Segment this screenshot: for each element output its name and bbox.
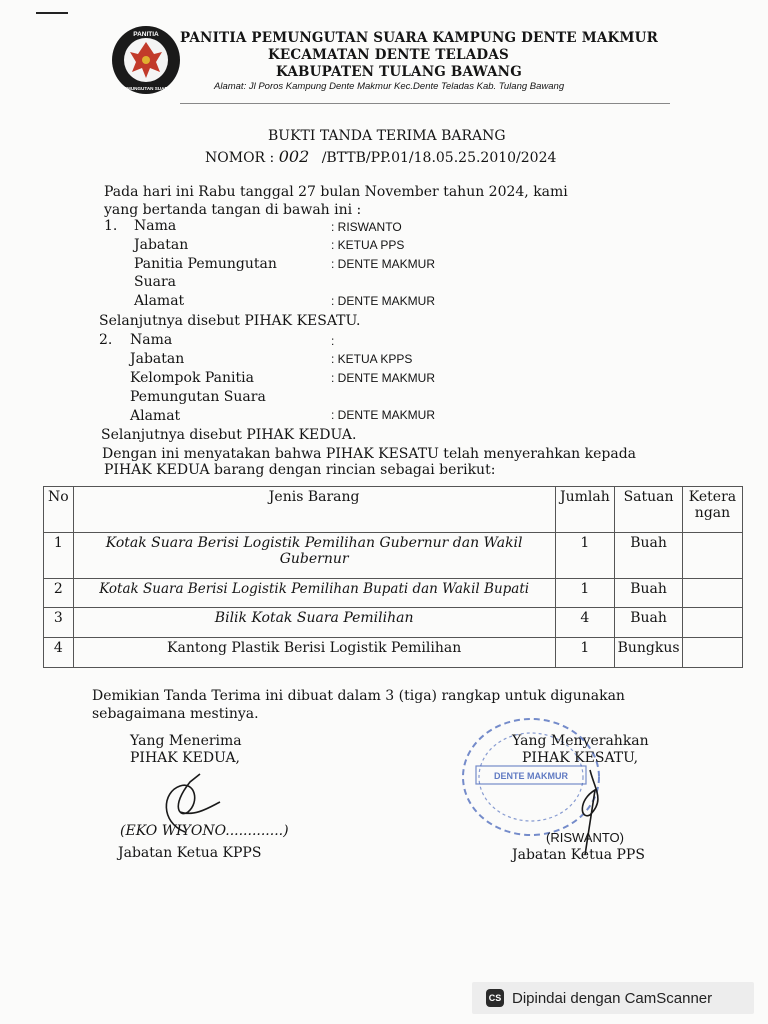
- row-jumlah: 1: [555, 533, 615, 579]
- letterhead-divider: [180, 103, 670, 104]
- party2-label-kelompok-2: Pemungutan Suara: [130, 389, 266, 405]
- svg-text:PEMUNGUTAN SUARA: PEMUNGUTAN SUARA: [120, 86, 172, 91]
- document-number: [205, 147, 556, 166]
- row-jumlah: 4: [555, 608, 615, 638]
- party2-kelompok: : DENTE MAKMUR: [331, 371, 436, 385]
- party2-label-kelompok-1: Kelompok Panitia: [130, 370, 254, 386]
- sign-right-position: Jabatan Ketua PPS: [512, 847, 645, 863]
- row-keterangan: [682, 533, 742, 579]
- party1-nama: : RISWANTO: [331, 220, 402, 234]
- row-keterangan: [682, 608, 742, 638]
- row-satuan: Buah: [615, 533, 683, 579]
- row-jenis: Kotak Suara Berisi Logistik Pemilihan Gubernur dan Wakil Gubernur: [73, 533, 555, 579]
- intro-line-1: Pada hari ini Rabu tanggal 27 bulan November tahun 2024, kami: [104, 184, 568, 200]
- party1-label-nama: Nama: [134, 218, 177, 234]
- party2-number: 2.: [99, 332, 113, 348]
- sign-left-position: Jabatan Ketua KPPS: [118, 845, 262, 861]
- sign-left-line1: Yang Menerima: [130, 733, 242, 749]
- svg-text:PANITIA: PANITIA: [133, 31, 159, 38]
- party1-alamat: : DENTE MAKMUR: [331, 294, 436, 308]
- row-jenis: Kantong Plastik Berisi Logistik Pemilihan: [73, 638, 555, 668]
- row-no: 2: [44, 579, 74, 608]
- party1-number: 1.: [104, 218, 118, 234]
- row-satuan: Bungkus: [615, 638, 683, 668]
- party2-label-jabatan: Jabatan: [130, 351, 185, 367]
- row-no: 4: [44, 638, 74, 668]
- party1-label-alamat: Alamat: [134, 293, 185, 309]
- letterhead-line3: KABUPATEN TULANG BAWANG: [276, 64, 522, 80]
- kpu-logo-icon: [108, 24, 184, 96]
- letterhead-address: Alamat: Jl Poros Kampung Dente Makmur Kec.Dente Teladas Kab. Tulang Bawang: [214, 81, 565, 92]
- row-satuan: Buah: [615, 579, 683, 608]
- header-satuan: Satuan: [615, 487, 683, 533]
- party2-closing: Selanjutnya disebut PIHAK KEDUA.: [101, 427, 357, 443]
- nomor-code: /BTTB/PP.01/18.05.25.2010/2024: [321, 150, 557, 166]
- table-row: [44, 638, 743, 668]
- document-title: BUKTI TANDA TERIMA BARANG: [268, 128, 506, 144]
- party2-label-alamat: Alamat: [130, 408, 181, 424]
- table-row: [44, 608, 743, 638]
- sign-right-line2: PIHAK KESATU,: [522, 750, 639, 766]
- row-no: 3: [44, 608, 74, 638]
- row-keterangan: [682, 638, 742, 668]
- party1-label-panitia-2: Suara: [134, 274, 176, 290]
- row-keterangan: [682, 579, 742, 608]
- row-jumlah: 1: [555, 579, 615, 608]
- signature-right-icon: [560, 760, 620, 860]
- camscanner-logo-icon: CS: [486, 989, 504, 1007]
- table-row: [44, 533, 743, 579]
- top-edge-mark: [36, 12, 68, 14]
- sign-right-line1: Yang Menyerahkan: [512, 733, 649, 749]
- camscanner-badge: [472, 982, 754, 1014]
- header-no: No: [44, 487, 74, 533]
- party1-label-jabatan: Jabatan: [134, 237, 189, 253]
- header-keterangan: Keterangan: [682, 487, 742, 533]
- svg-text:DENTE MAKMUR: DENTE MAKMUR: [494, 771, 568, 781]
- header-jenis: Jenis Barang: [73, 487, 555, 533]
- items-table: [43, 486, 743, 668]
- party1-closing: Selanjutnya disebut PIHAK KESATU.: [99, 313, 361, 329]
- party2-alamat: : DENTE MAKMUR: [331, 408, 436, 422]
- closing-line-2: sebagaimana mestinya.: [92, 706, 259, 722]
- header-jumlah: Jumlah: [555, 487, 615, 533]
- row-jenis: Bilik Kotak Suara Pemilihan: [73, 608, 555, 638]
- sign-right-name: (RISWANTO): [546, 830, 624, 845]
- sign-left-name-text: EKO WIYONO: [125, 823, 226, 839]
- party2-jabatan: : KETUA KPPS: [331, 352, 413, 366]
- nomor-handwritten: 002: [278, 147, 310, 166]
- letterhead-line2: KECAMATAN DENTE TELADAS: [268, 47, 509, 63]
- statement-line-1: Dengan ini menyatakan bahwa PIHAK KESATU telah menyerahkan kepada: [102, 446, 637, 462]
- party2-label-nama: Nama: [130, 332, 173, 348]
- intro-line-2: yang bertanda tangan di bawah ini :: [104, 202, 362, 218]
- row-jumlah: 1: [555, 638, 615, 668]
- party1-label-panitia-1: Panitia Pemungutan: [134, 256, 277, 272]
- party2-nama: :: [331, 334, 335, 348]
- table-row: [44, 579, 743, 608]
- sign-left-name: (EKO WIYONO.............): [120, 823, 289, 839]
- party1-panitia: : DENTE MAKMUR: [331, 257, 436, 271]
- party1-jabatan: : KETUA PPS: [331, 238, 405, 252]
- table-header-row: [44, 487, 743, 533]
- row-jenis: Kotak Suara Berisi Logistik Pemilihan Bupati dan Wakil Bupati: [73, 579, 555, 608]
- closing-line-1: Demikian Tanda Terima ini dibuat dalam 3 (tiga) rangkap untuk digunakan: [92, 688, 625, 704]
- row-satuan: Buah: [615, 608, 683, 638]
- sign-left-line2: PIHAK KEDUA,: [130, 750, 241, 766]
- letterhead-line1: PANITIA PEMUNGUTAN SUARA KAMPUNG DENTE MAKMUR: [180, 30, 658, 46]
- nomor-label: NOMOR :: [205, 150, 275, 166]
- row-no: 1: [44, 533, 74, 579]
- camscanner-text: Dipindai dengan CamScanner: [512, 989, 713, 1007]
- statement-line-2: PIHAK KEDUA barang dengan rincian sebagai berikut:: [104, 462, 496, 478]
